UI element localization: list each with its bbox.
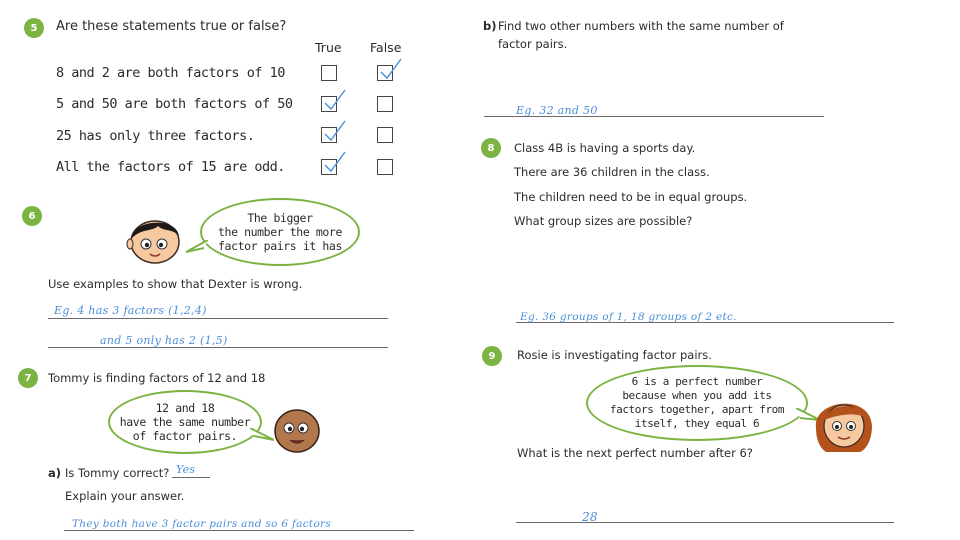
answer-line [516,522,894,523]
question-6-number: 6 [22,206,42,226]
false-column-header: False [370,40,402,55]
check-mark-icon [322,149,348,175]
part-b-question-line-1: Find two other numbers with the same number of [498,19,784,33]
answer-line [48,347,388,348]
part-a-question: Is Tommy correct? [65,466,170,480]
answer-line [484,116,824,117]
bubble-line: 12 and 18 [155,401,215,415]
part-a-label: a) [48,466,62,480]
speech-tail-icon [250,428,274,442]
statement-4: All the factors of 15 are odd. [56,159,285,175]
part-b-label: b) [483,19,497,33]
statement-1: 8 and 2 are both factors of 10 [56,65,285,81]
question-7-number: 7 [18,368,38,388]
part-b-question-line-2: factor pairs. [498,37,568,51]
question-5-number: 5 [24,18,44,38]
dexter-character-icon [124,210,186,266]
part-a-answer[interactable]: Yes [176,463,196,476]
bubble-line: 6 is a perfect number [631,375,763,388]
dexter-speech-bubble [200,198,360,266]
statement-3-false-checkbox[interactable] [377,127,393,143]
bubble-line: because when you add its [622,389,772,402]
statement-2-false-checkbox[interactable] [377,96,393,112]
tommy-speech-bubble [108,390,262,454]
check-mark-icon [322,87,348,113]
question-9-question: What is the next perfect number after 6? [517,446,753,460]
rosie-character-icon [810,388,876,454]
question-8-line-4: What group sizes are possible? [514,214,693,228]
bubble-line: The bigger [247,211,313,225]
question-8-line-2: There are 36 children in the class. [514,165,710,179]
question-8-line-3: The children need to be in equal groups. [514,190,748,204]
answer-line [64,530,414,531]
bubble-line: have the same number [119,415,251,429]
bubble-line: factors together, apart from [609,403,785,416]
tommy-character-icon [272,406,322,454]
question-8-number: 8 [481,138,501,158]
rosie-speech-bubble [586,365,808,441]
explain-prompt: Explain your answer. [65,489,185,503]
answer-line [48,318,388,319]
true-column-header: True [315,40,342,55]
check-mark-icon [322,118,348,144]
question-8-answer[interactable]: Eg. 36 groups of 1, 18 groups of 2 etc. [520,311,737,323]
statement-2: 5 and 50 are both factors of 50 [56,96,293,112]
question-9-title: Rosie is investigating factor pairs. [517,348,712,362]
speech-tail-icon [186,240,208,254]
question-6-prompt: Use examples to show that Dexter is wrong. [48,277,303,291]
part-b-answer[interactable]: Eg. 32 and 50 [516,104,598,117]
answer-line [516,322,894,323]
statement-3: 25 has only three factors. [56,128,255,144]
question-9-number: 9 [482,346,502,366]
question-6-answer-line-2[interactable]: and 5 only has 2 (1,5) [100,334,228,347]
question-8-line-1: Class 4B is having a sports day. [514,141,696,155]
statement-4-false-checkbox[interactable] [377,159,393,175]
question-7-title: Tommy is finding factors of 12 and 18 [48,371,266,385]
statement-1-true-checkbox[interactable] [321,65,337,81]
answer-line [172,477,210,478]
bubble-line: the number the more [218,225,342,239]
bubble-line: of factor pairs. [132,429,238,443]
check-mark-icon [378,56,404,82]
question-6-answer-line-1[interactable]: Eg. 4 has 3 factors (1,2,4) [54,304,207,317]
bubble-line: factor pairs it has [218,239,342,253]
question-5-title: Are these statements true or false? [56,19,287,34]
explain-answer[interactable]: They both have 3 factor pairs and so 6 factors [72,518,332,530]
question-9-answer[interactable]: 28 [582,510,598,524]
bubble-line: itself, they equal 6 [634,417,760,430]
